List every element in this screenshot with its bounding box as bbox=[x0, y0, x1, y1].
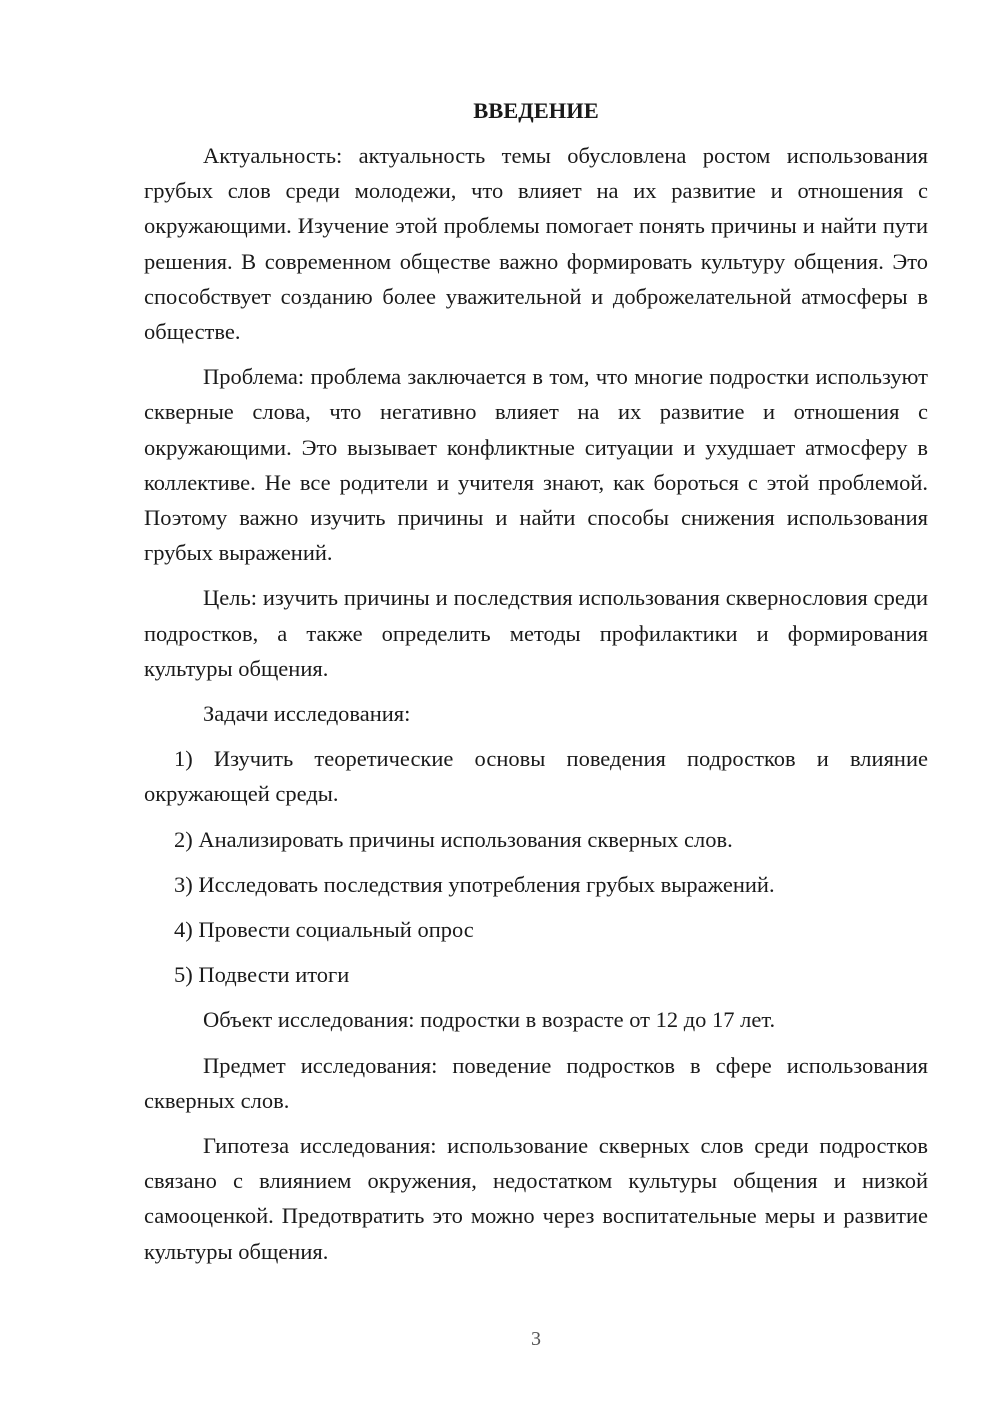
subject-paragraph: Предмет исследования: поведение подростков в сфере использования скверных слов. bbox=[144, 1052, 928, 1113]
task-item-4: 4) Провести социальный опрос bbox=[174, 917, 474, 943]
problem-paragraph: Проблема: проблема заключается в том, что многие подростки используют скверные слова, что негативно влияет на их развитие и отношения с окружающими. Это вызывает конфликтные ситуации и ухудшает атмосферу в коллективе. Не все родители и учителя знают, как бороться с этой проблемой. Поэтому важно изучить причины и найти способы снижения использования грубых выражений. bbox=[144, 364, 928, 566]
task-item-1: 1) Изучить теоретические основы поведения подростков и влияние окружающей среды. bbox=[144, 746, 928, 807]
task-item-2: 2) Анализировать причины использования скверных слов. bbox=[174, 826, 733, 852]
relevance-paragraph: Актуальность: актуальность темы обусловлена ростом использования грубых слов среди молодежи, что влияет на их развитие и отношения с окружающими. Изучение этой проблемы помогает понять причины и найти пути решения. В современном обществе важно формировать культуру общения. Это способствует созданию более уважительной и доброжелательной атмосферы в обществе. bbox=[144, 143, 928, 345]
document-page bbox=[144, 93, 928, 1279]
page-number: 3 bbox=[531, 1328, 541, 1350]
object-paragraph: Объект исследования: подростки в возрасте от 12 до 17 лет. bbox=[203, 1007, 776, 1033]
goal-paragraph: Цель: изучить причины и последствия использования сквернословия среди подростков, а также определить методы профилактики и формирования культуры общения. bbox=[144, 585, 928, 681]
task-item-3: 3) Исследовать последствия употребления грубых выражений. bbox=[174, 871, 775, 897]
tasks-heading: Задачи исследования: bbox=[203, 701, 411, 727]
task-item-5: 5) Подвести итоги bbox=[174, 962, 350, 988]
page-title: ВВЕДЕНИЕ bbox=[473, 98, 599, 123]
hypothesis-paragraph: Гипотеза исследования: использование скверных слов среди подростков связано с влиянием окружения, недостатком культуры общения и низкой самооценкой. Предотвратить это можно через воспитательные меры и развитие культуры общения. bbox=[144, 1133, 928, 1264]
